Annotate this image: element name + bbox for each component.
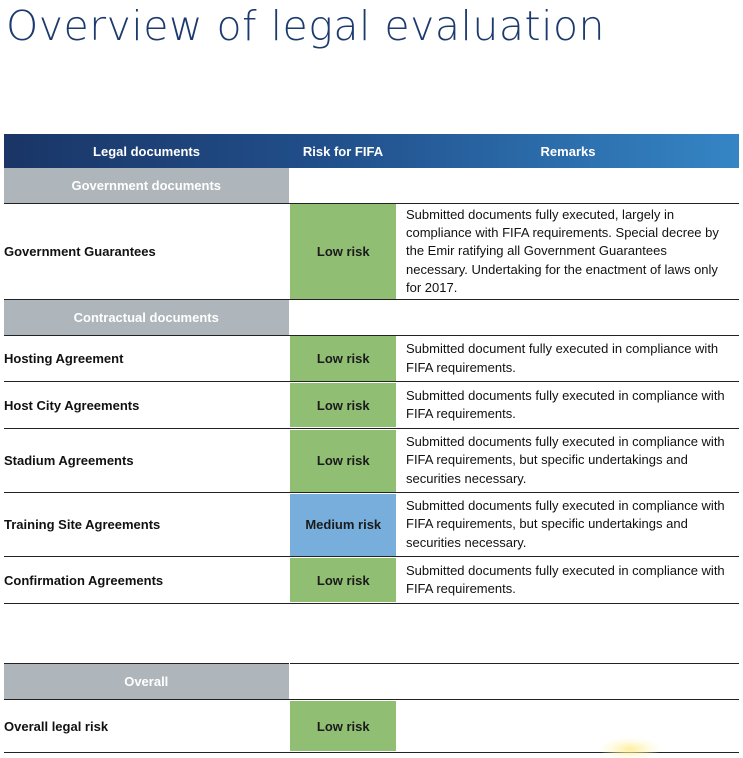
section-blank [289, 168, 739, 204]
remark-text: Submitted documents fully executed in compliance with FIFA requirements. [397, 557, 739, 604]
risk-badge: Low risk [290, 336, 396, 381]
risk-cell [289, 204, 397, 300]
table-row [4, 382, 739, 429]
risk-cell [289, 700, 397, 753]
table-row [4, 557, 739, 604]
risk-badge: Low risk [290, 701, 396, 751]
risk-cell [289, 382, 397, 429]
table-header-row [4, 134, 739, 168]
table-row [4, 204, 739, 300]
section-blank [289, 300, 739, 336]
risk-cell [289, 429, 397, 493]
remark-text: Submitted documents fully executed in compliance with FIFA requirements, but specific undertakings and securities necessary. [397, 429, 739, 493]
header-legal-documents: Legal documents [93, 143, 200, 159]
section-row-overall [4, 664, 739, 700]
header-remarks: Remarks [540, 143, 596, 159]
remark-text: Submitted documents fully executed in compliance with FIFA requirements. [397, 382, 739, 429]
section-blank [289, 664, 739, 700]
risk-badge: Low risk [290, 558, 396, 602]
legal-evaluation-table [4, 134, 739, 604]
remark-text: Submitted documents fully executed, largely in compliance with FIFA requirements. Special decree by the Emir ratifying all Government Guarantees necessary. Undertaking for the enactment of laws only for 2017. [397, 204, 739, 300]
risk-cell [289, 336, 397, 382]
table-row [4, 429, 739, 493]
section-row-government [4, 168, 739, 204]
remark-text: Submitted documents fully executed in compliance with FIFA requirements, but specific undertakings and securities necessary. [397, 493, 739, 557]
section-label: Government documents [4, 168, 289, 204]
risk-cell [289, 557, 397, 604]
section-label: Contractual documents [4, 300, 289, 336]
risk-badge: Low risk [290, 204, 396, 299]
table-row [4, 493, 739, 557]
risk-badge: Low risk [290, 430, 396, 492]
document-name: Overall legal risk [4, 700, 289, 753]
remark-text [397, 700, 739, 753]
document-name: Confirmation Agreements [4, 557, 289, 604]
risk-badge: Low risk [290, 383, 396, 427]
risk-cell [289, 493, 397, 557]
risk-badge: Medium risk [290, 494, 396, 556]
header-risk-for-fifa: Risk for FIFA [302, 143, 384, 159]
document-name: Host City Agreements [4, 382, 289, 429]
light-glow-decoration [600, 738, 660, 758]
table-row [4, 336, 739, 382]
document-name: Stadium Agreements [4, 429, 289, 493]
section-label: Overall [4, 664, 289, 700]
document-name: Training Site Agreements [4, 493, 289, 557]
document-name: Government Guarantees [4, 204, 289, 300]
page-title: Overview of legal evaluation [6, 2, 606, 50]
document-name: Hosting Agreement [4, 336, 289, 382]
section-row-contractual [4, 300, 739, 336]
remark-text: Submitted document fully executed in compliance with FIFA requirements. [397, 336, 739, 382]
